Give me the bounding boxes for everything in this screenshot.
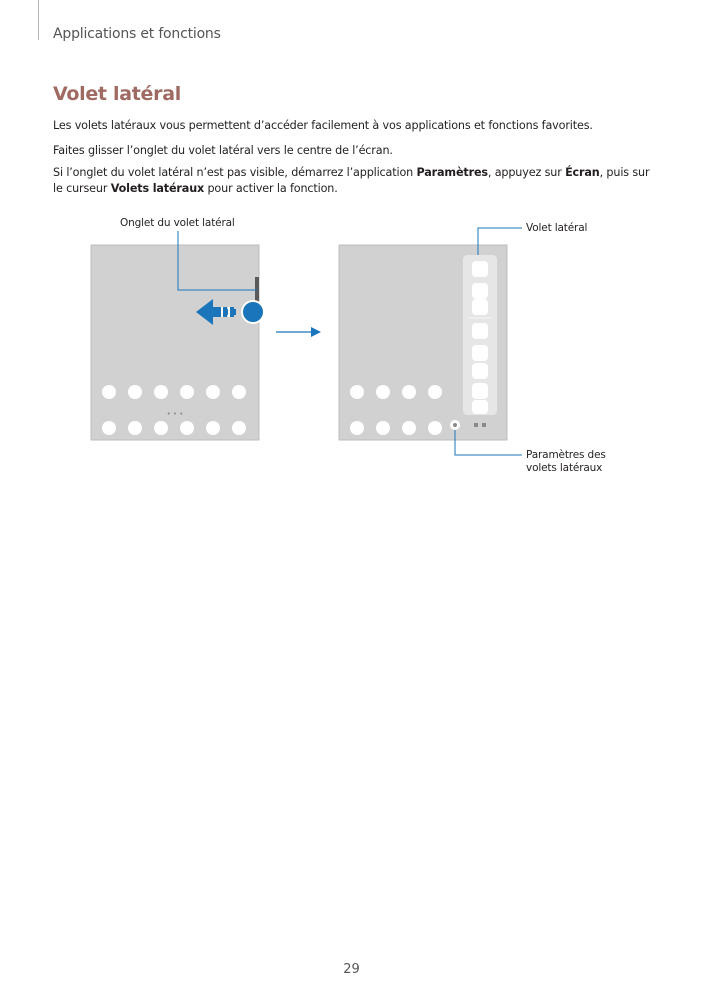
page-title: Volet latéral: [53, 83, 181, 105]
phone-screen-after: [339, 228, 522, 455]
paragraph-settings-hint: [53, 165, 653, 197]
edge-panel-illustration: [0, 205, 703, 495]
callout-edge-handle: Onglet du volet latéral: [120, 217, 235, 229]
hint-edge-panels-switch: Volets latéraux: [110, 182, 205, 195]
hint-settings-app: Paramètres: [416, 166, 488, 179]
callout-edge-panel-settings: Paramètres des volets latéraux: [526, 449, 606, 474]
section-header: Applications et fonctions: [53, 26, 221, 42]
hint-text-2: , appuyez sur: [487, 166, 566, 179]
page-indicator-dots: • • •: [166, 410, 184, 418]
edge-panel-app-icons: [472, 261, 488, 414]
side-rule: [38, 0, 39, 40]
callout-edge-panel: Volet latéral: [526, 222, 588, 234]
panel-page-dot: [482, 423, 486, 427]
transition-arrow-icon: [276, 327, 321, 337]
paragraph-intro: Les volets latéraux vous permettent d’accéder facilement à vos applications et fonctions favorites.: [53, 119, 593, 132]
hint-screen-option: Écran: [565, 166, 600, 179]
edge-panel-settings-gear-icon: [450, 420, 460, 430]
panel-page-dot: [474, 423, 478, 427]
hint-text-3: , puis sur le curseur: [53, 166, 650, 195]
edge-panel: [463, 255, 497, 427]
hint-text-1: Si l’onglet du volet latéral n’est pas visible, démarrez l’application: [53, 166, 417, 179]
page-number: 29: [343, 962, 360, 977]
phone-screen-before: [91, 231, 264, 440]
hint-text-4: pour activer la fonction.: [204, 182, 338, 195]
paragraph-instruction: Faites glisser l’onglet du volet latéral vers le centre de l’écran.: [53, 144, 393, 157]
